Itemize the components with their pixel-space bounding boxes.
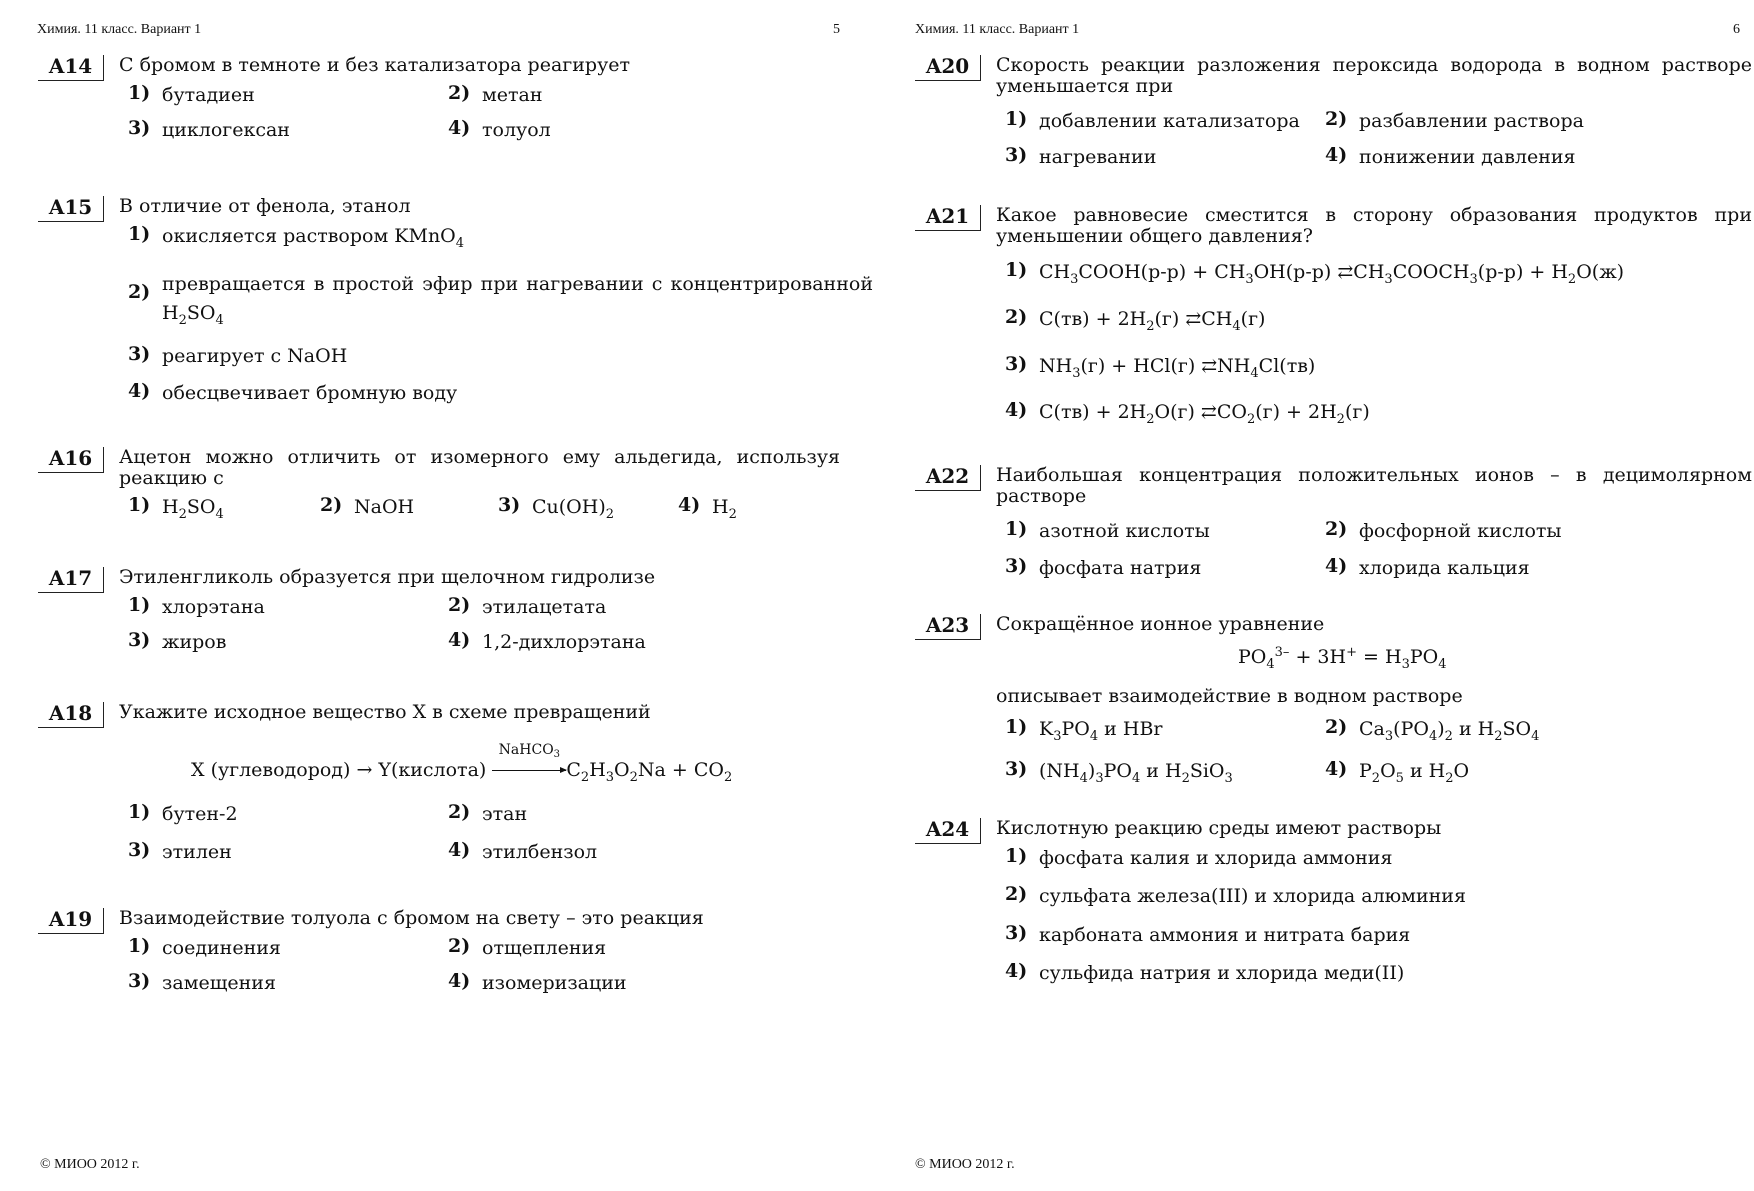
question-label: A18	[38, 702, 104, 728]
right-page: Химия. 11 класс. Вариант 1 6 A20 Скорость реакции разложения пероксида водорода в водном растворе уменьшается при 1) добавлении катализатора 2) разбавлении раствора 3) нагревании 4) понижении давления A21 Какое равновесие сместится в сторону образования продуктов при уменьшении общего давления? 1) $CH_3COOH(р-р) + CH_3OH(р-р)$ $⇄CH_3COOCH_3(р-р) + H_2O(ж)$ 2) $C(тв) + 2H_2(г)$ $⇄CH_4(г)$ 3) $NH_3(г) + HCl(г)$ $⇄NH_4Cl(тв)$ 4) $C(тв) + 2H_2O(г)$ $⇄CO_2(г) + 2H_2(г)$ A22 Наибольшая концентрация положительных ионов – в децимолярном растворе 1) азотной кислоты 2) фосфорной кислоты 3) фосфата натрия 4) хлорида кальция A23 Сокращённое ионное уравнение $PO_4^{3-} + 3H^+ = H_3PO_4$ описывает взаимодействие в водном растворе 1) $K_3PO_4$ и HBr 2) $Ca_3(PO_4)_2$ и $H_2SO_4$ 3) $(NH_4)_3PO_4$ и $H_2SiO_3$ 4) $P_2O_5$ и $H_2O$ A24 Кислотную реакцию среды имеют растворы 1) фосфата калия и хлорида аммония 2) сульфата железа(III) и хлорида алюминия 3) карбоната аммония и нитрата бария 4) сульфида натрия и хлорида меди(II) © МИОО 2012 г.	[915, 22, 1752, 1172]
question-label: A20	[915, 55, 981, 81]
question-label: A16	[38, 447, 104, 473]
question-text: Наибольшая концентрация положительных ионов – в децимолярном растворе	[996, 464, 1752, 507]
question-text: Ацетон можно отличить от изомерного ему альдегида, используя реакцию с	[119, 446, 840, 489]
question-text: В отличие от фенола, этанол	[119, 195, 411, 217]
question-text: Сокращённое ионное уравнение	[996, 613, 1325, 635]
question-continuation: описывает взаимодействие в водном растворе	[996, 685, 1463, 707]
left-page: Химия. 11 класс. Вариант 1 5 A14 С бромом в темноте и без катализатора реагирует 1) бутадиен 2) метан 3) циклогексан 4) толуол A15 В отличие от фенола, этанол 1) окисляется раствором KMnO$_4$ 2) превращается в простой эфир при нагревании с концентрированной $H_2SO_4$ 3) реагирует с NaOH 4) обесцвечивает бромную воду A16 Ацетон можно отличить от изомерного ему альдегида, используя реакцию с 1) $H_2SO_4$ 2) NaOH 3) $Cu(OH)_2$ 4) $H_2$ A17 Этиленгликоль образуется при щелочном гидролизе 1) хлорэтана 2) этилацетата 3) жиров 4) 1,2-дихлорэтана A18 Укажите исходное вещество X в схеме превращений X (углеводород) → Y(кислота) NaHCO$_3$ $C_2H_3O_2Na + CO_2$ 1) бутен-2 2) этан 3) этилен 4) этилбензол A19 Взаимодействие толуола с бромом на свету – это реакция 1) соединения 2) отщепления 3) замещения 4) изомеризации © МИОО 2012 г.	[37, 22, 873, 1172]
question-text: Укажите исходное вещество X в схеме превращений	[119, 701, 651, 723]
question-label: A24	[915, 818, 981, 844]
question-label: A19	[38, 908, 104, 934]
question-text: Этиленгликоль образуется при щелочном гидролизе	[119, 566, 656, 588]
footer-copyright: © МИОО 2012 г.	[915, 1157, 1015, 1172]
question-label: A17	[38, 567, 104, 593]
question-label: A21	[915, 205, 981, 231]
page-number: 5	[833, 22, 840, 37]
question-text: Кислотную реакцию среды имеют растворы	[996, 817, 1442, 839]
question-label: A22	[915, 465, 981, 491]
question-text: С бромом в темноте и без катализатора реагирует	[119, 54, 631, 76]
question-label: A15	[38, 196, 104, 222]
question-text: Взаимодействие толуола с бромом на свету – это реакция	[119, 907, 704, 929]
question-text: Какое равновесие сместится в сторону образования продуктов при уменьшении общего давления?	[996, 204, 1752, 247]
running-header: Химия. 11 класс. Вариант 1	[37, 22, 202, 37]
question-text: Скорость реакции разложения пероксида водорода в водном растворе уменьшается при	[996, 54, 1752, 97]
ionic-equation: $PO_4^{3-} + 3H^+ = H_3PO_4$	[1238, 645, 1447, 672]
question-label: A14	[38, 55, 104, 81]
footer-copyright: © МИОО 2012 г.	[40, 1157, 140, 1172]
question-label: A23	[915, 614, 981, 640]
page-number: 6	[1733, 22, 1740, 37]
transformation-scheme: X (углеводород) → Y(кислота) NaHCO$_3$ $C_2H_3O_2Na + CO_2$	[191, 742, 733, 785]
running-header: Химия. 11 класс. Вариант 1	[915, 22, 1080, 37]
